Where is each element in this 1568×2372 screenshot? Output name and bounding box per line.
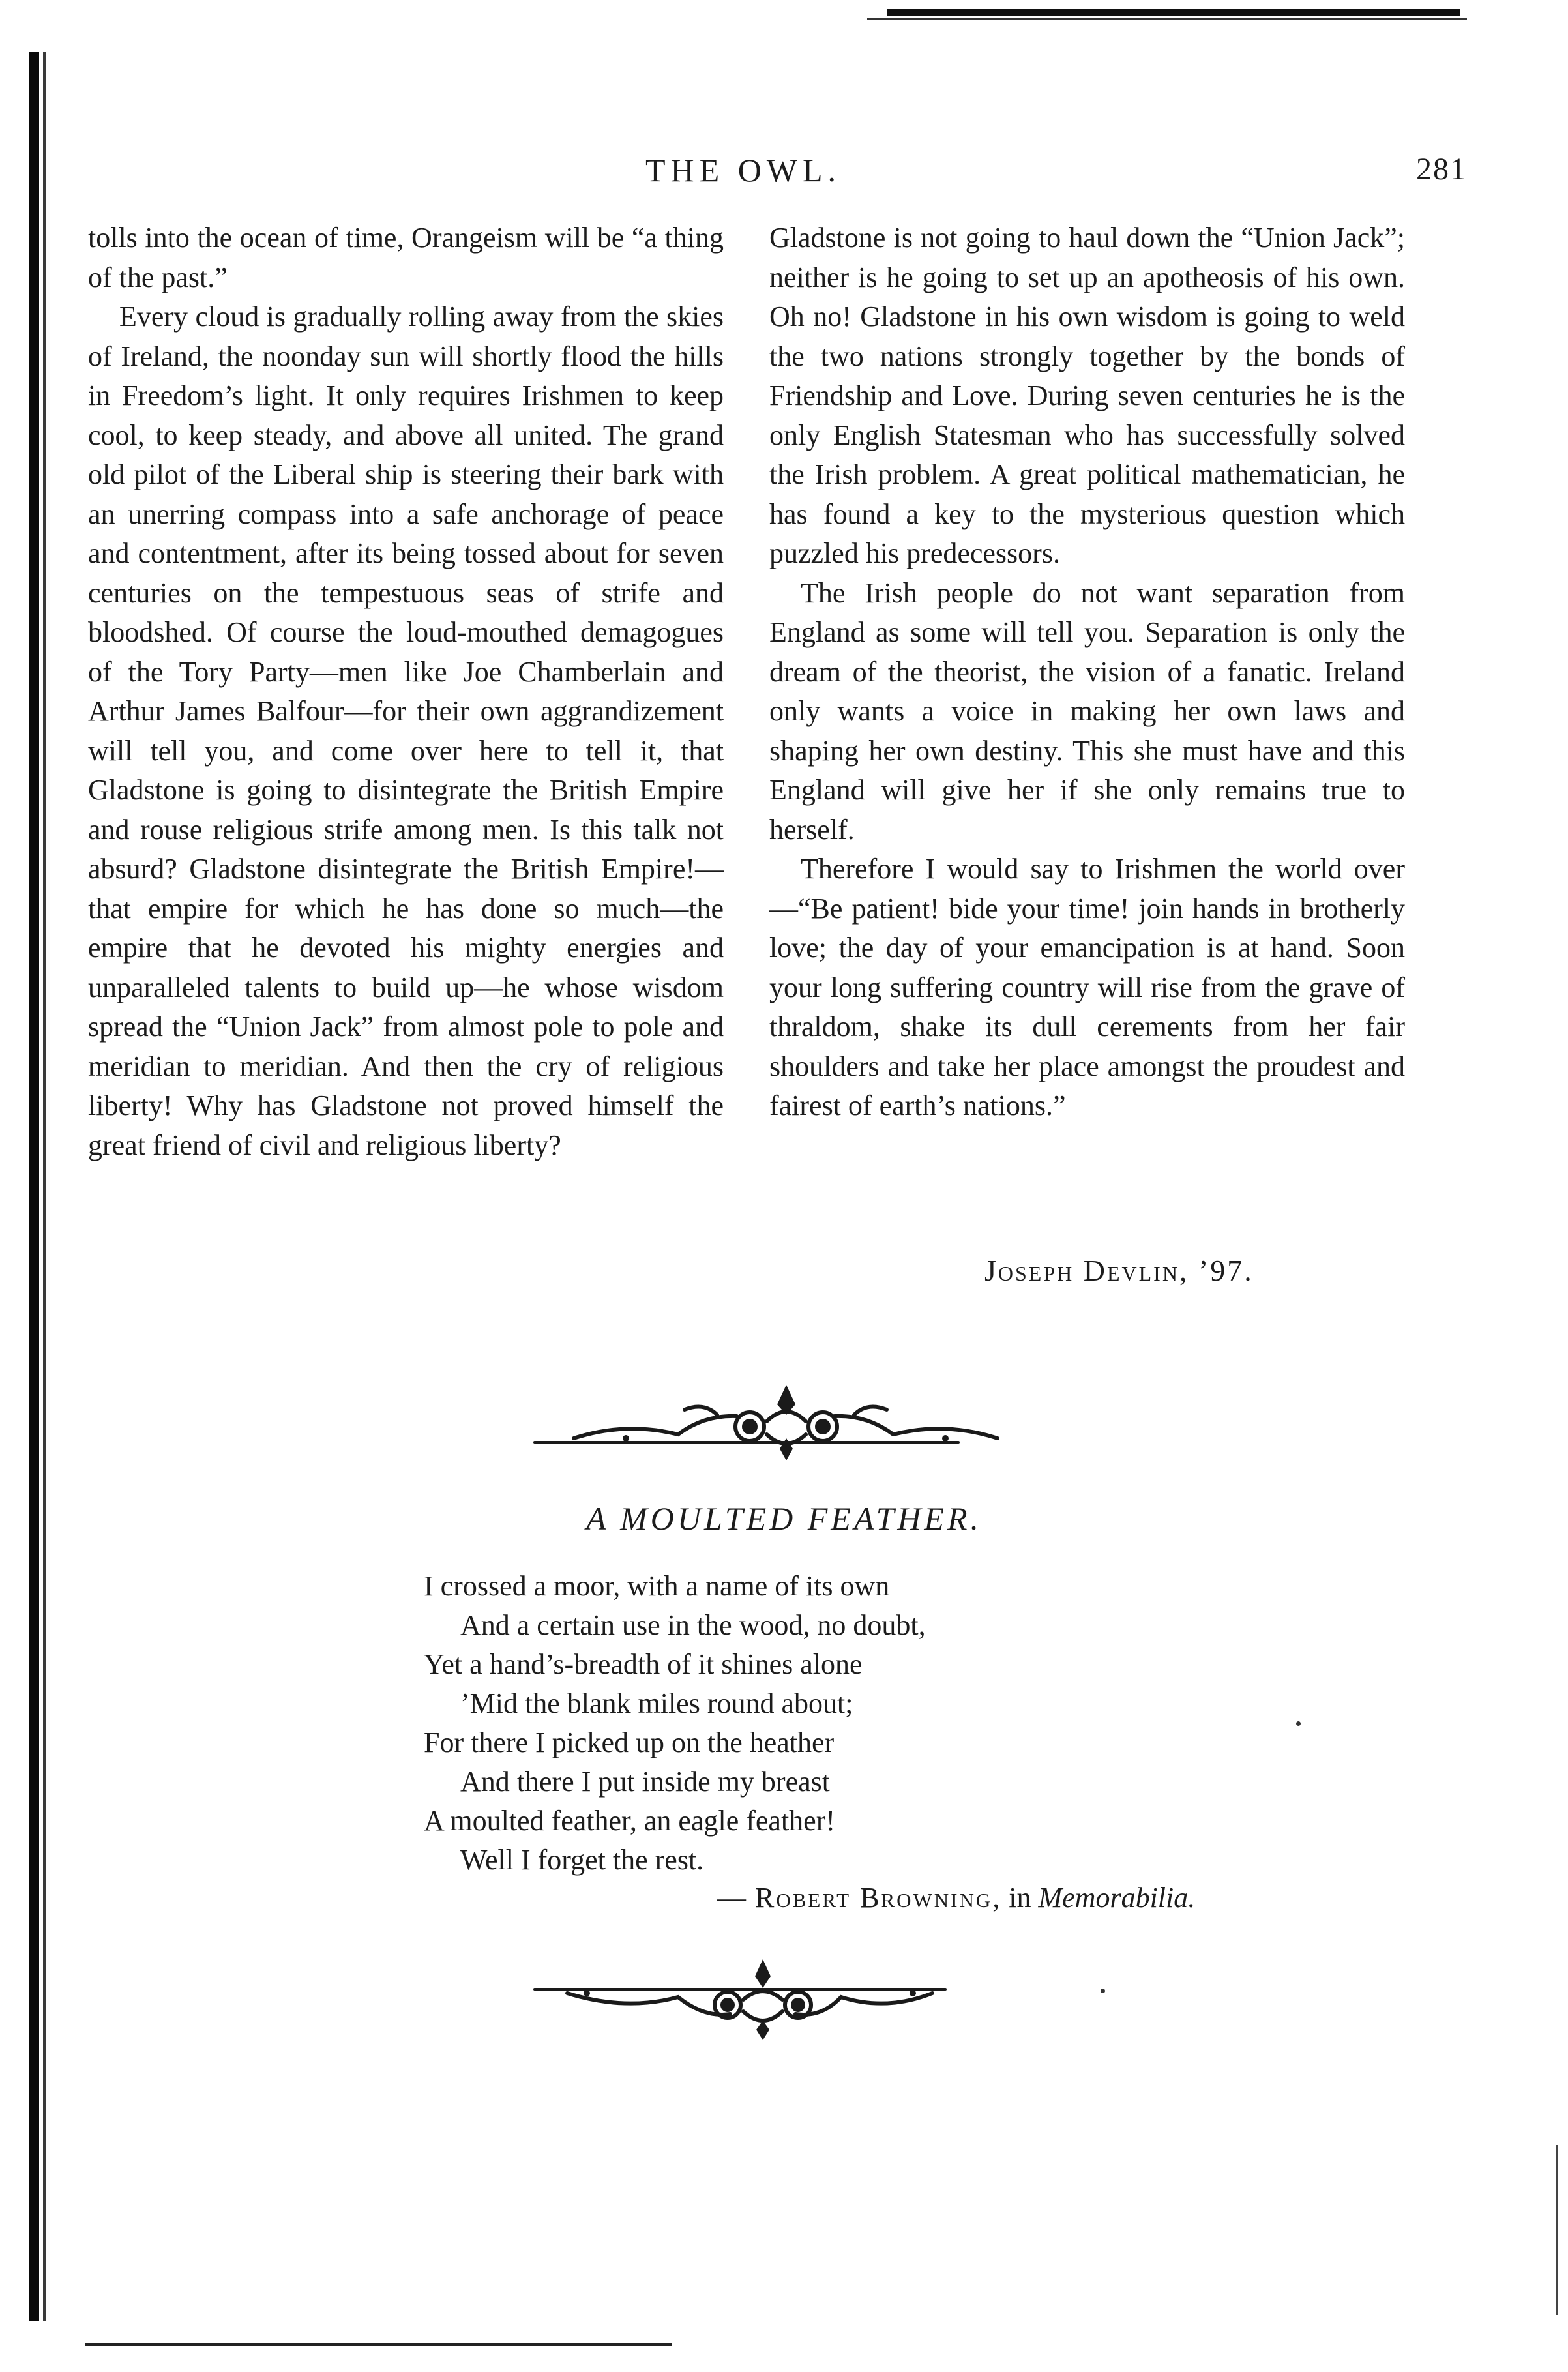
- paragraph: The Irish people do not want separation from England as some will tell you. Separation is only the dream of the theorist, the vision of a fanatic. Ireland only wants a voice in making her own laws and shaping her own destiny. This she must have and this England will give her if she only remains true to herself.: [769, 576, 1405, 846]
- paragraph: Gladstone is not going to haul down the “Union Jack”; neither is he going to set up an apotheosis of his own. Oh no! Gladstone in his own wisdom is going to weld the two nations strongly together by the bonds of Friendship and Love. During seven centuries he is the only English Statesman who has successfully solved the Irish problem. A great political mathematician, he has found a key to the mysterious question which puzzled his predecessors.: [769, 222, 1405, 569]
- top-scan-rule-thin: [867, 18, 1467, 20]
- attribution-in: in: [1009, 1882, 1031, 1914]
- paragraph: tolls into the ocean of time, Orangeism will be “a thing of the past.”: [88, 222, 724, 293]
- poem-line: And there I put inside my breast: [460, 1766, 830, 1798]
- poem-line: A moulted feather, an eagle feather!: [424, 1805, 836, 1837]
- poem-line: Yet a hand’s-breadth of it shines alone: [424, 1648, 863, 1680]
- poem-attribution: [717, 1881, 1195, 1914]
- scroll-ornament-icon: [0, 1376, 1568, 1467]
- journal-title: THE OWL.: [645, 152, 842, 188]
- poem-title: A MOULTED FEATHER.: [585, 1500, 983, 1537]
- poem-line: I crossed a moor, with a name of its own: [424, 1570, 890, 1602]
- poem-line: And a certain use in the wood, no doubt,: [460, 1609, 926, 1641]
- poem: [424, 1567, 926, 1880]
- attribution-dash: —: [717, 1882, 746, 1914]
- poem-line: ’Mid the blank miles round about;: [460, 1687, 853, 1719]
- scroll-ornament-icon: [0, 1959, 1568, 2044]
- running-head: [0, 151, 1568, 197]
- right-scan-mark: [1556, 2145, 1558, 2315]
- author-signature: Joseph Devlin, ’97.: [984, 1254, 1254, 1287]
- scan-speck: [1101, 1989, 1105, 1993]
- top-scan-rule: [887, 9, 1460, 16]
- poem-line: For there I picked up on the heather: [424, 1727, 835, 1758]
- page-number: 281: [1416, 152, 1467, 186]
- right-column: [769, 218, 1405, 1126]
- attribution-author: Robert Browning,: [755, 1882, 1002, 1914]
- paragraph: Every cloud is gradually rolling away from the skies of Ireland, the noonday sun will shortly flood the hills in Freedom’s light. It only requires Irishmen to keep cool, to keep steady, and above all united. The grand old pilot of the Liberal ship is steering their bark with an unerring compass into a safe anchorage of peace and contentment, after its being tossed about for seven centuries on the tempestuous seas of strife and bloodshed. Of course the loud-mouthed demagogues of the Tory Party—men like Joe Chamberlain and Arthur James Balfour—for their own aggrandizement will tell you, and come over here to tell it, that Gladstone is going to disintegrate the British Empire and rouse religious strife among men. Is this talk not absurd? Gladstone disintegrate the British Empire!—that empire for which he has done so much—the empire that he devoted his mighty energies and unparalleled talents to build up—he whose wisdom spread the “Union Jack” from almost pole to pole and meridian to meridian. And then the cry of religious liberty! Why has Gladstone not proved himself the great friend of civil and religious liberty?: [88, 301, 724, 1161]
- poem-line: Well I forget the rest.: [460, 1844, 704, 1876]
- left-column: [88, 218, 724, 1165]
- scan-speck: [1296, 1721, 1301, 1726]
- bottom-page-edge: [85, 2343, 672, 2346]
- attribution-source: Memorabilia.: [1038, 1882, 1196, 1914]
- paragraph: Therefore I would say to Irishmen the world over—“Be patient! bide your time! join hands in brotherly love; the day of your emancipation is at hand. Soon your long suffering country will rise from the grave of thraldom, shake its dull cerements from her fair shoulders and take her place amongst the proudest and fairest of earth’s nations.”: [769, 853, 1405, 1121]
